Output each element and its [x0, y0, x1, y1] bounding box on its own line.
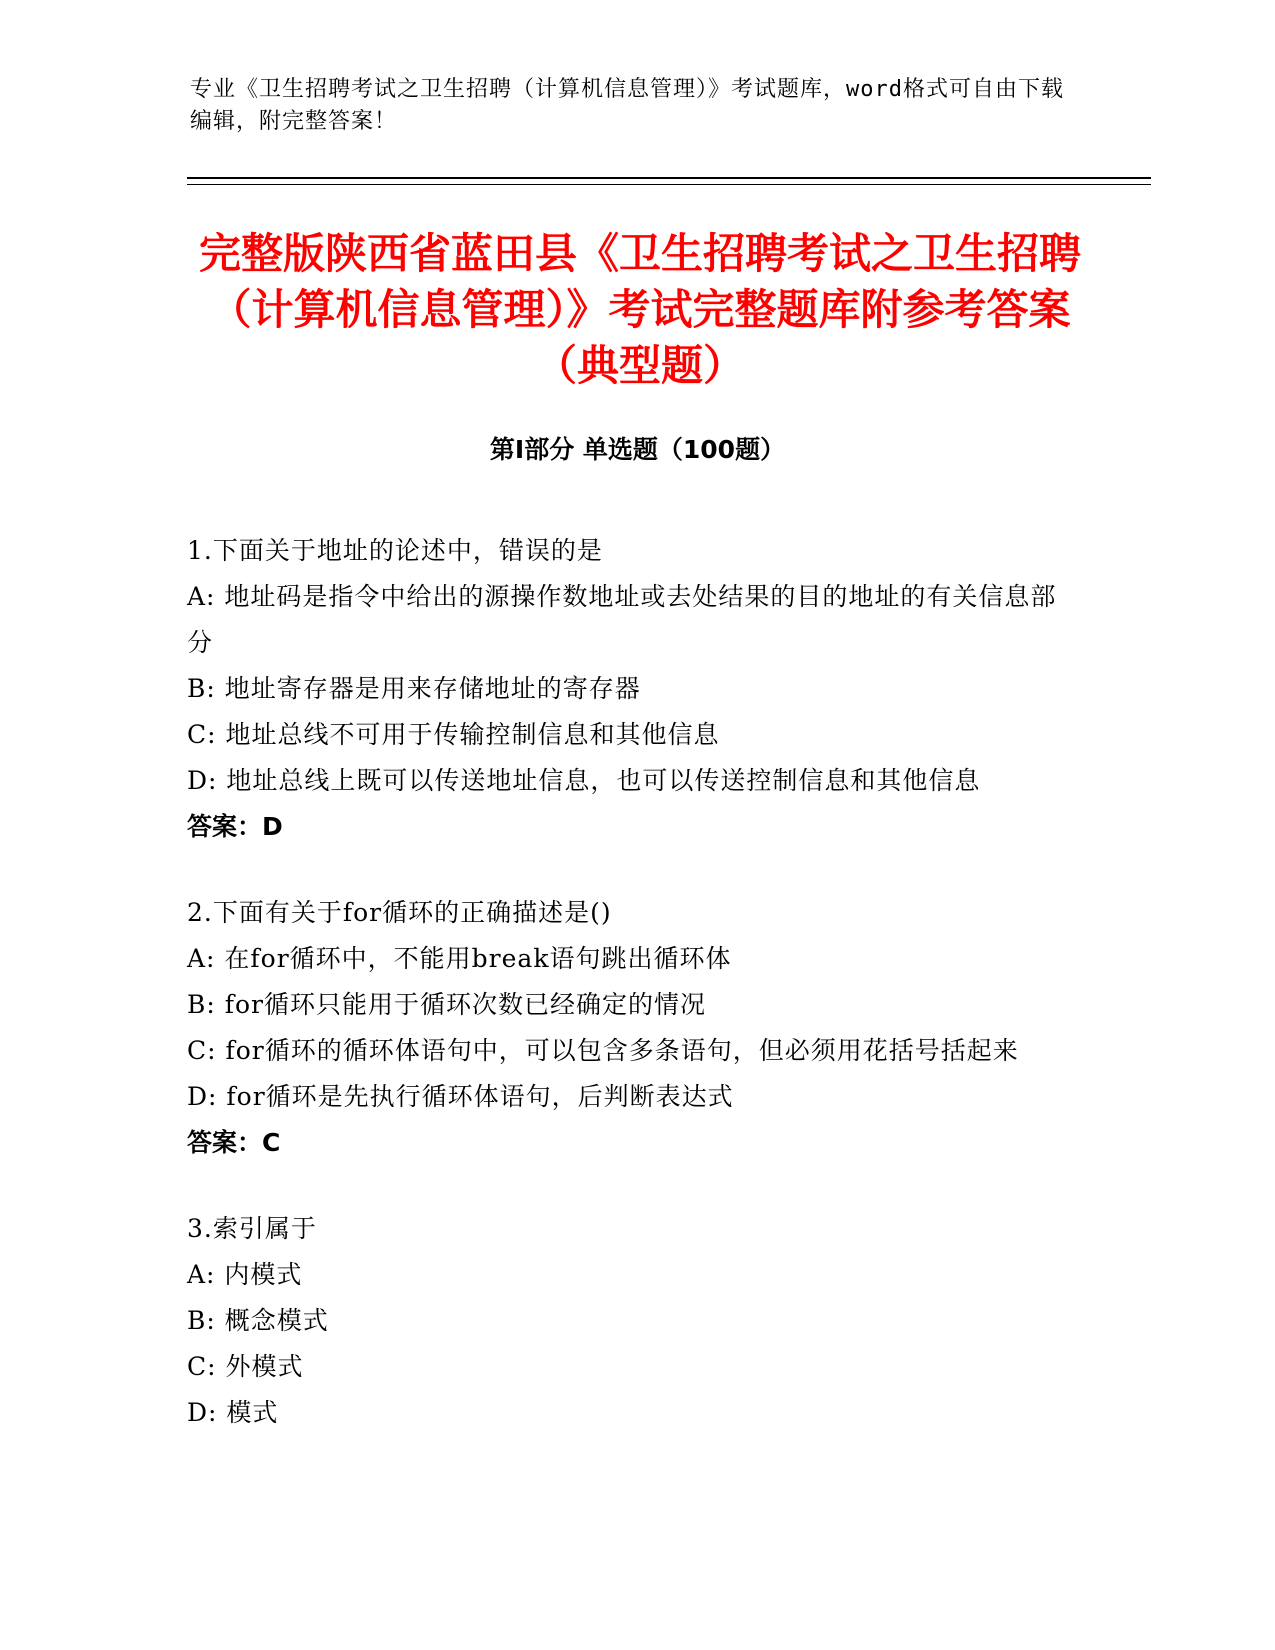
option-c: C: 地址总线不可用于传输控制信息和其他信息	[187, 720, 720, 749]
option-a: A: 在for循环中，不能用break语句跳出循环体	[187, 944, 732, 973]
answer: 答案：C	[187, 1128, 281, 1157]
question-1	[187, 528, 1077, 850]
header-note: 专业《卫生招聘考试之卫生招聘（计算机信息管理）》考试题库，word格式可自由下载编辑，附完整答案！	[190, 77, 1064, 134]
question-list	[187, 528, 1077, 1476]
option-d: D: for循环是先执行循环体语句，后判断表达式	[187, 1082, 734, 1111]
question-3	[187, 1206, 1077, 1436]
option-a: A: 内模式	[187, 1260, 303, 1289]
question-stem: 2.下面有关于for循环的正确描述是()	[187, 898, 612, 927]
option-c: C: 外模式	[187, 1352, 304, 1381]
option-d: D: 模式	[187, 1398, 279, 1427]
header-divider-thin	[187, 184, 1151, 185]
option-b: B: 地址寄存器是用来存储地址的寄存器	[187, 674, 641, 703]
option-a: A: 地址码是指令中给出的源操作数地址或去处结果的目的地址的有关信息部分	[187, 582, 1057, 657]
section-heading: 第I部分 单选题（100题）	[489, 435, 786, 464]
option-d: D: 地址总线上既可以传送地址信息，也可以传送控制信息和其他信息	[187, 766, 981, 795]
answer: 答案：D	[187, 812, 283, 841]
document-title: 完整版陕西省蓝田县《卫生招聘考试之卫生招聘（计算机信息管理）》考试完整题库附参考答案（典型题）	[198, 229, 1081, 390]
option-b: B: for循环只能用于循环次数已经确定的情况	[187, 990, 706, 1019]
question-2	[187, 890, 1077, 1166]
header-divider-thick	[187, 177, 1151, 179]
option-b: B: 概念模式	[187, 1306, 329, 1335]
question-stem: 1.下面关于地址的论述中，错误的是	[187, 536, 603, 565]
question-stem: 3.索引属于	[187, 1214, 317, 1243]
option-c: C: for循环的循环体语句中，可以包含多条语句，但必须用花括号括起来	[187, 1036, 1019, 1065]
